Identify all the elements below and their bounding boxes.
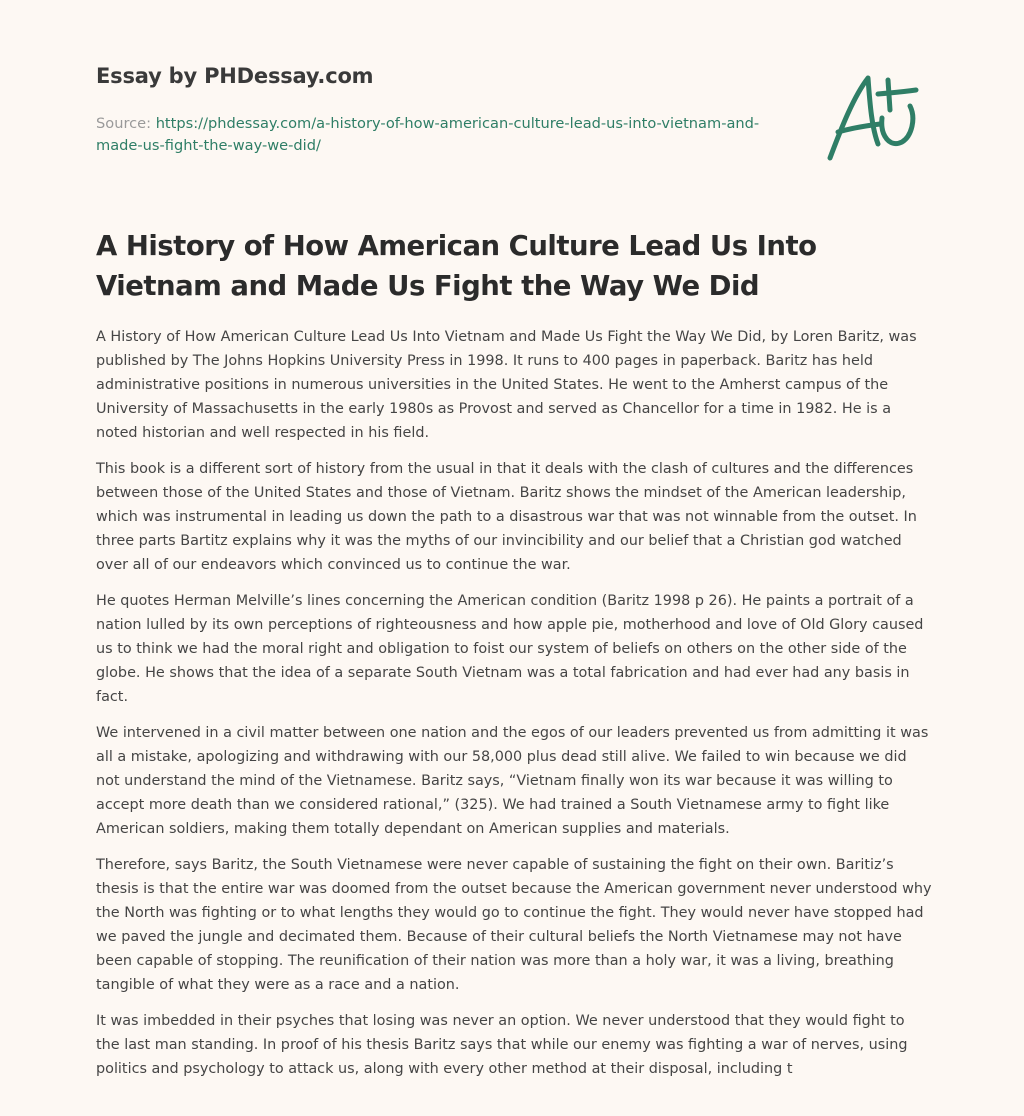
- source-label: Source:: [96, 115, 152, 132]
- article-body: [96, 325, 932, 1093]
- article-paragraph: A History of How American Culture Lead Us Into Vietnam and Made Us Fight the Way We Did, by Loren Baritz, was published by The Johns Hopkins University Press in 1998. It runs to 400 pages in paperback. Baritz has held administrative positions in numerous universities in the United States. He went to the Amherst campus of the University of Massachusetts in the early 1980s as Provost and served as Chancellor for a time in 1982. He is a noted historian and well respected in his field.: [96, 329, 917, 441]
- source-line: [96, 113, 776, 157]
- article-paragraph: It was imbedded in their psyches that losing was never an option. We never understood that they would fight to the last man standing. In proof of his thesis Baritz says that while our enemy was fighting a war of nerves, using politics and psychology to attack us, along with every other method at their disposal, including t: [96, 1013, 908, 1077]
- site-brand: Essay by PHDessay.com: [96, 64, 374, 88]
- article-paragraph: Therefore, says Baritz, the South Vietnamese were never capable of sustaining the fight on their own. Baritiz’s thesis is that the entire war was doomed from the outset because the American government never understood why the North was fighting or to what lengths they would go to continue the fight. They would never have stopped had we paved the jungle and decimated them. Because of their cultural beliefs the North Vietnamese may not have been capable of stopping. The reunification of their nation was more than a holy war, it was a living, breathing tangible of what they were as a race and a nation.: [96, 857, 932, 993]
- a-plus-logo-icon: [820, 66, 930, 166]
- article-title: A History of How American Culture Lead Us Into Vietnam and Made Us Fight the Way We Did: [96, 230, 817, 302]
- source-link[interactable]: https://phdessay.com/a-history-of-how-american-culture-lead-us-into-vietnam-and-made-us-fight-the-way-we-did/: [96, 115, 760, 154]
- article-paragraph: This book is a different sort of history from the usual in that it deals with the clash of cultures and the differences between those of the United States and those of Vietnam. Baritz shows the mindset of the American leadership, which was instrumental in leading us down the path to a disastrous war that was not winnable from the outset. In three parts Bartitz explains why it was the myths of our invincibility and our belief that a Christian god watched over all of our endeavors which convinced us to continue the war.: [96, 461, 917, 573]
- article-paragraph: We intervened in a civil matter between one nation and the egos of our leaders prevented us from admitting it was all a mistake, apologizing and withdrawing with our 58,000 plus dead still alive. We failed to win because we did not understand the mind of the Vietnamese. Baritz says, “Vietnam finally won its war because it was willing to accept more death than we considered rational,” (325). We had trained a South Vietnamese army to fight like American soldiers, making them totally dependant on American supplies and materials.: [96, 725, 929, 837]
- article-paragraph: He quotes Herman Melville’s lines concerning the American condition (Baritz 1998 p 26). He paints a portrait of a nation lulled by its own perceptions of righteousness and how apple pie, motherhood and love of Old Glory caused us to think we had the moral right and obligation to foist our system of beliefs on others on the other side of the globe. He shows that the idea of a separate South Vietnam was a total fabrication and had ever had any basis in fact.: [96, 593, 924, 705]
